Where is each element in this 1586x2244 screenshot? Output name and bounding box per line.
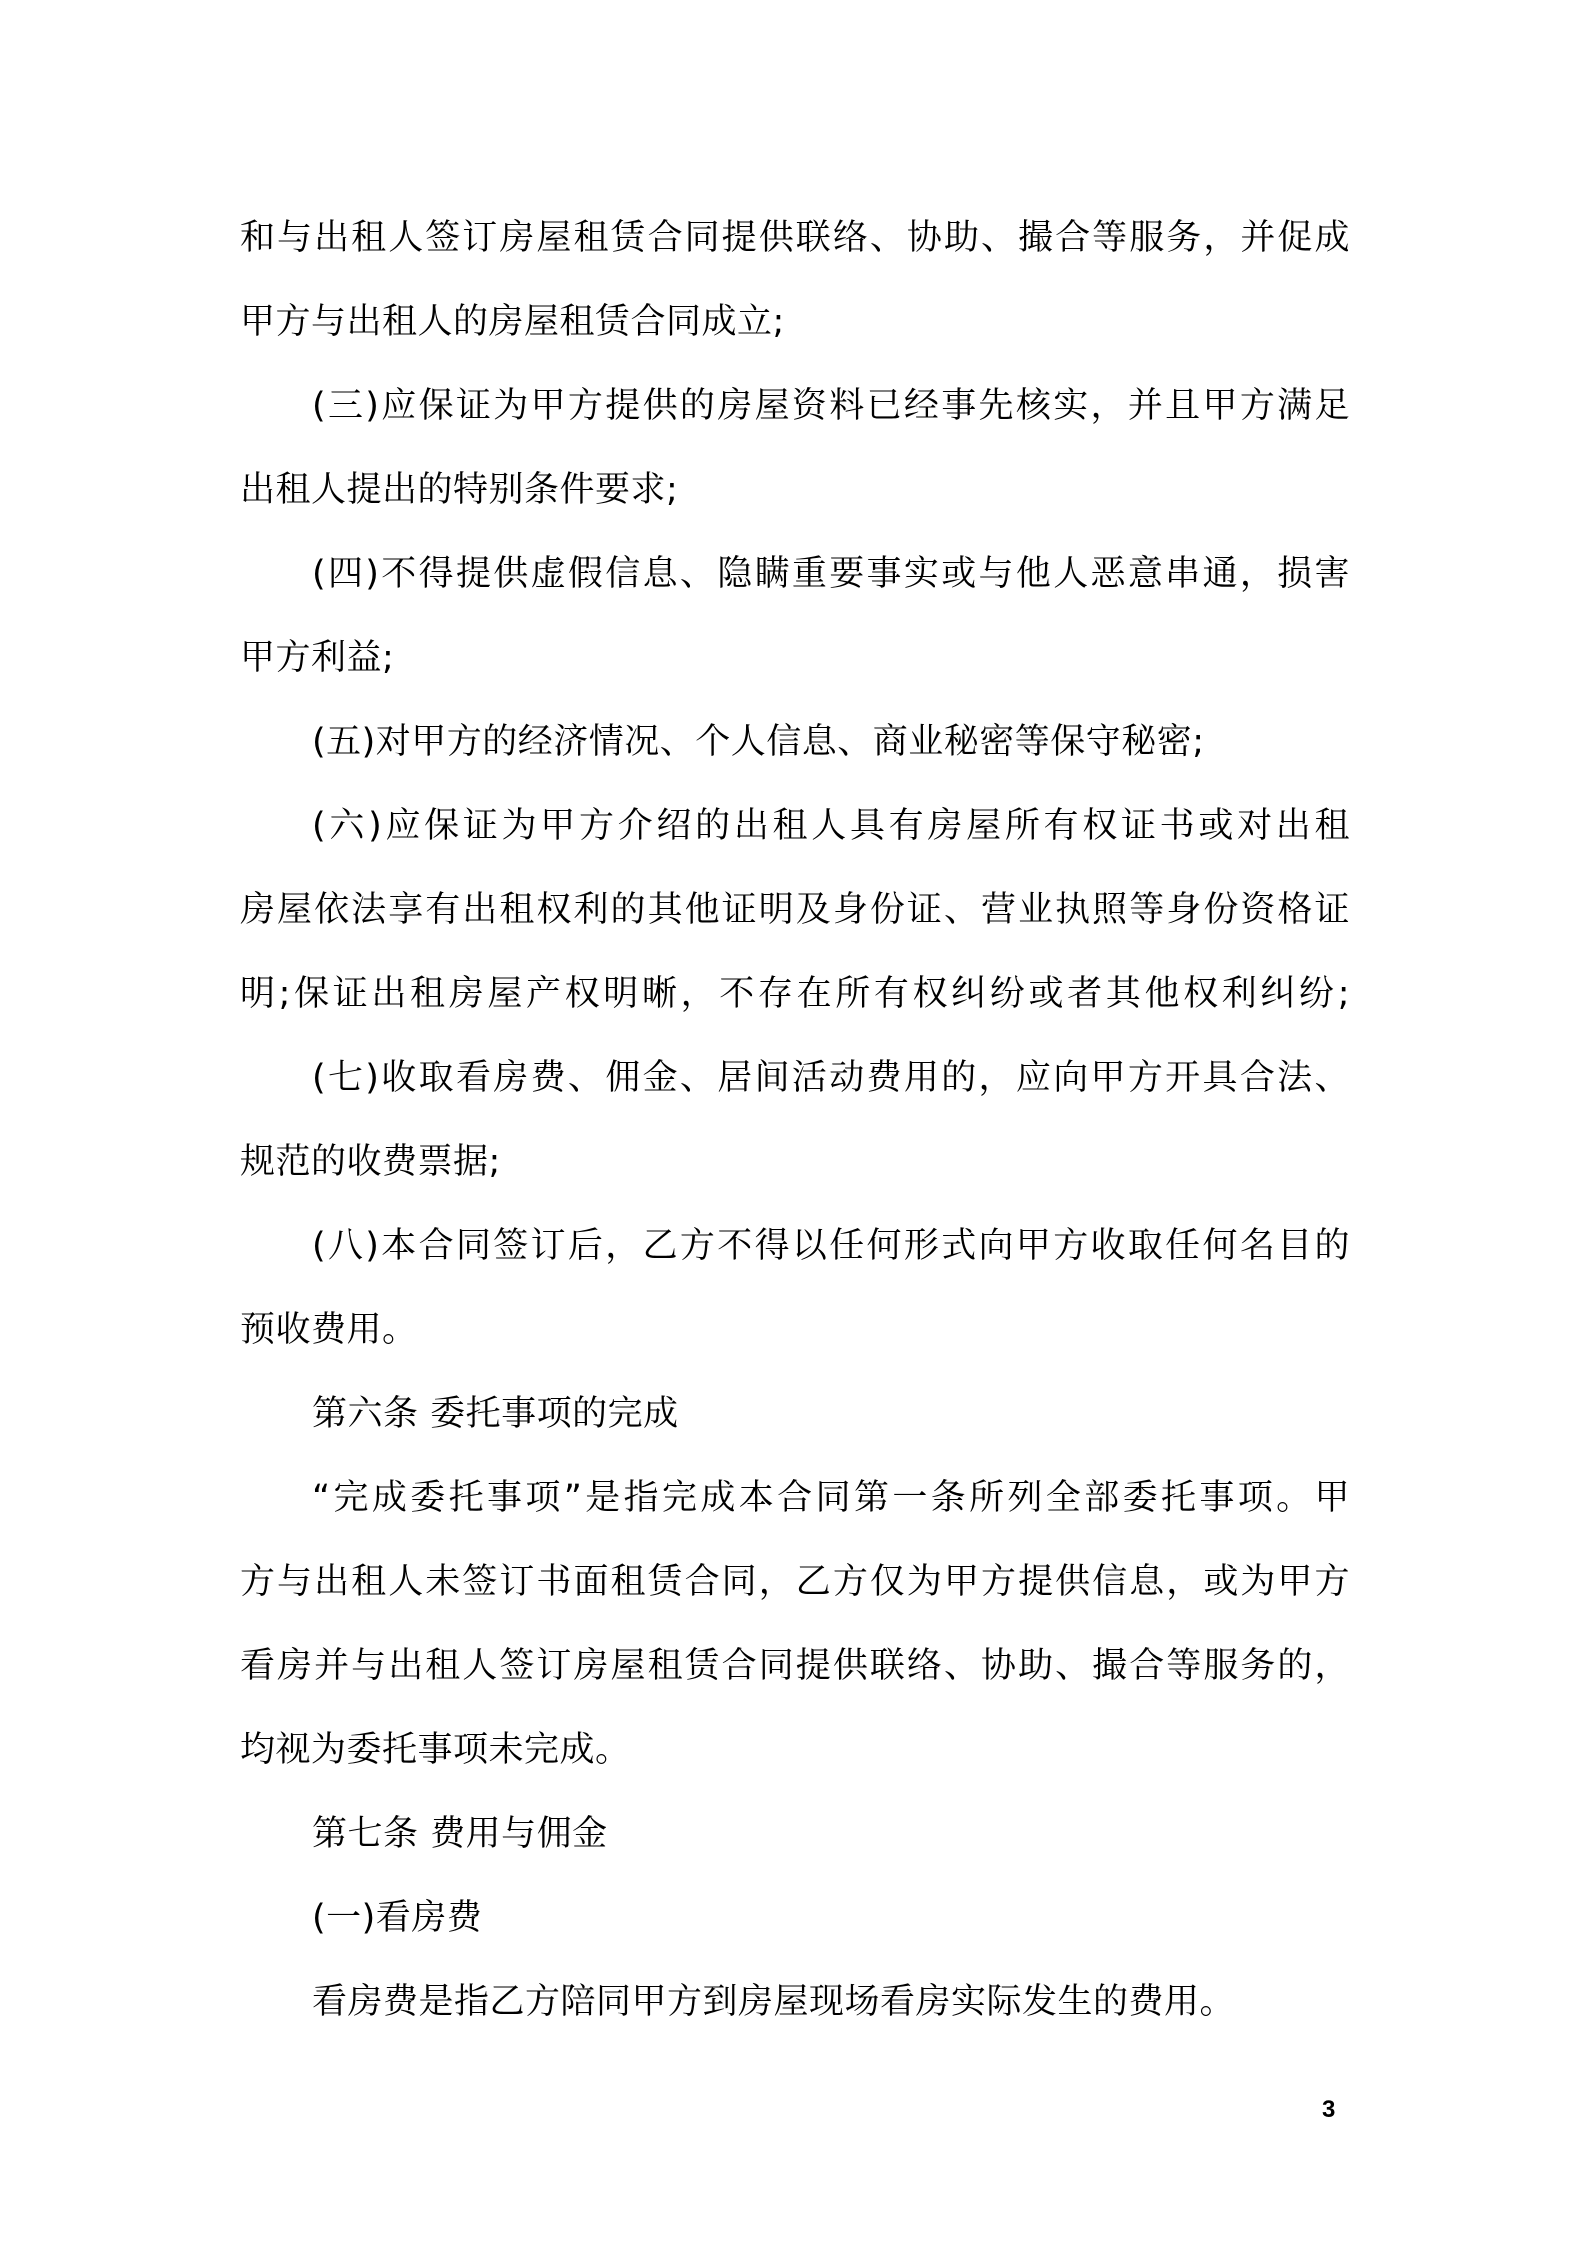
page-number: 3 [1322, 2096, 1336, 2123]
text-line: 房屋依法享有出租权利的其他证明及身份证、营业执照等身份资格证 [240, 890, 1350, 930]
text-line: 看房费是指乙方陪同甲方到房屋现场看房实际发生的费用。 [312, 1982, 1236, 2022]
text-line: (六)应保证为甲方介绍的出租人具有房屋所有权证书或对出租 [312, 806, 1350, 846]
text-line: (八)本合同签订后，乙方不得以任何形式向甲方收取任何名目的 [312, 1226, 1350, 1266]
section-heading: 第六条 委托事项的完成 [312, 1394, 679, 1434]
text-line: 甲方利益; [240, 638, 395, 678]
text-line: (三)应保证为甲方提供的房屋资料已经事先核实，并且甲方满足 [312, 386, 1350, 426]
text-line: 预收费用。 [240, 1310, 418, 1350]
subsection-heading: (一)看房费 [312, 1898, 483, 1938]
text-line: 出租人提出的特别条件要求; [240, 470, 679, 510]
text-line: 和与出租人签订房屋租赁合同提供联络、协助、撮合等服务，并促成 [240, 218, 1350, 258]
text-line: (七)收取看房费、佣金、居间活动费用的，应向甲方开具合法、 [312, 1058, 1350, 1098]
text-line: 甲方与出租人的房屋租赁合同成立; [240, 302, 785, 342]
text-line: 方与出租人未签订书面租赁合同，乙方仅为甲方提供信息，或为甲方 [240, 1562, 1350, 1602]
text-line: (四)不得提供虚假信息、隐瞒重要事实或与他人恶意串通，损害 [312, 554, 1350, 594]
document-body [240, 196, 1350, 2044]
text-line: “完成委托事项”是指完成本合同第一条所列全部委托事项。甲 [312, 1478, 1350, 1518]
text-line: (五)对甲方的经济情况、个人信息、商业秘密等保守秘密; [312, 722, 1205, 762]
text-line: 规范的收费票据; [240, 1142, 501, 1182]
text-line: 均视为委托事项未完成。 [240, 1730, 631, 1770]
text-line: 明;保证出租房屋产权明晰，不存在所有权纠纷或者其他权利纠纷; [240, 974, 1350, 1014]
section-heading: 第七条 费用与佣金 [312, 1814, 608, 1854]
text-line: 看房并与出租人签订房屋租赁合同提供联络、协助、撮合等服务的， [240, 1646, 1350, 1686]
